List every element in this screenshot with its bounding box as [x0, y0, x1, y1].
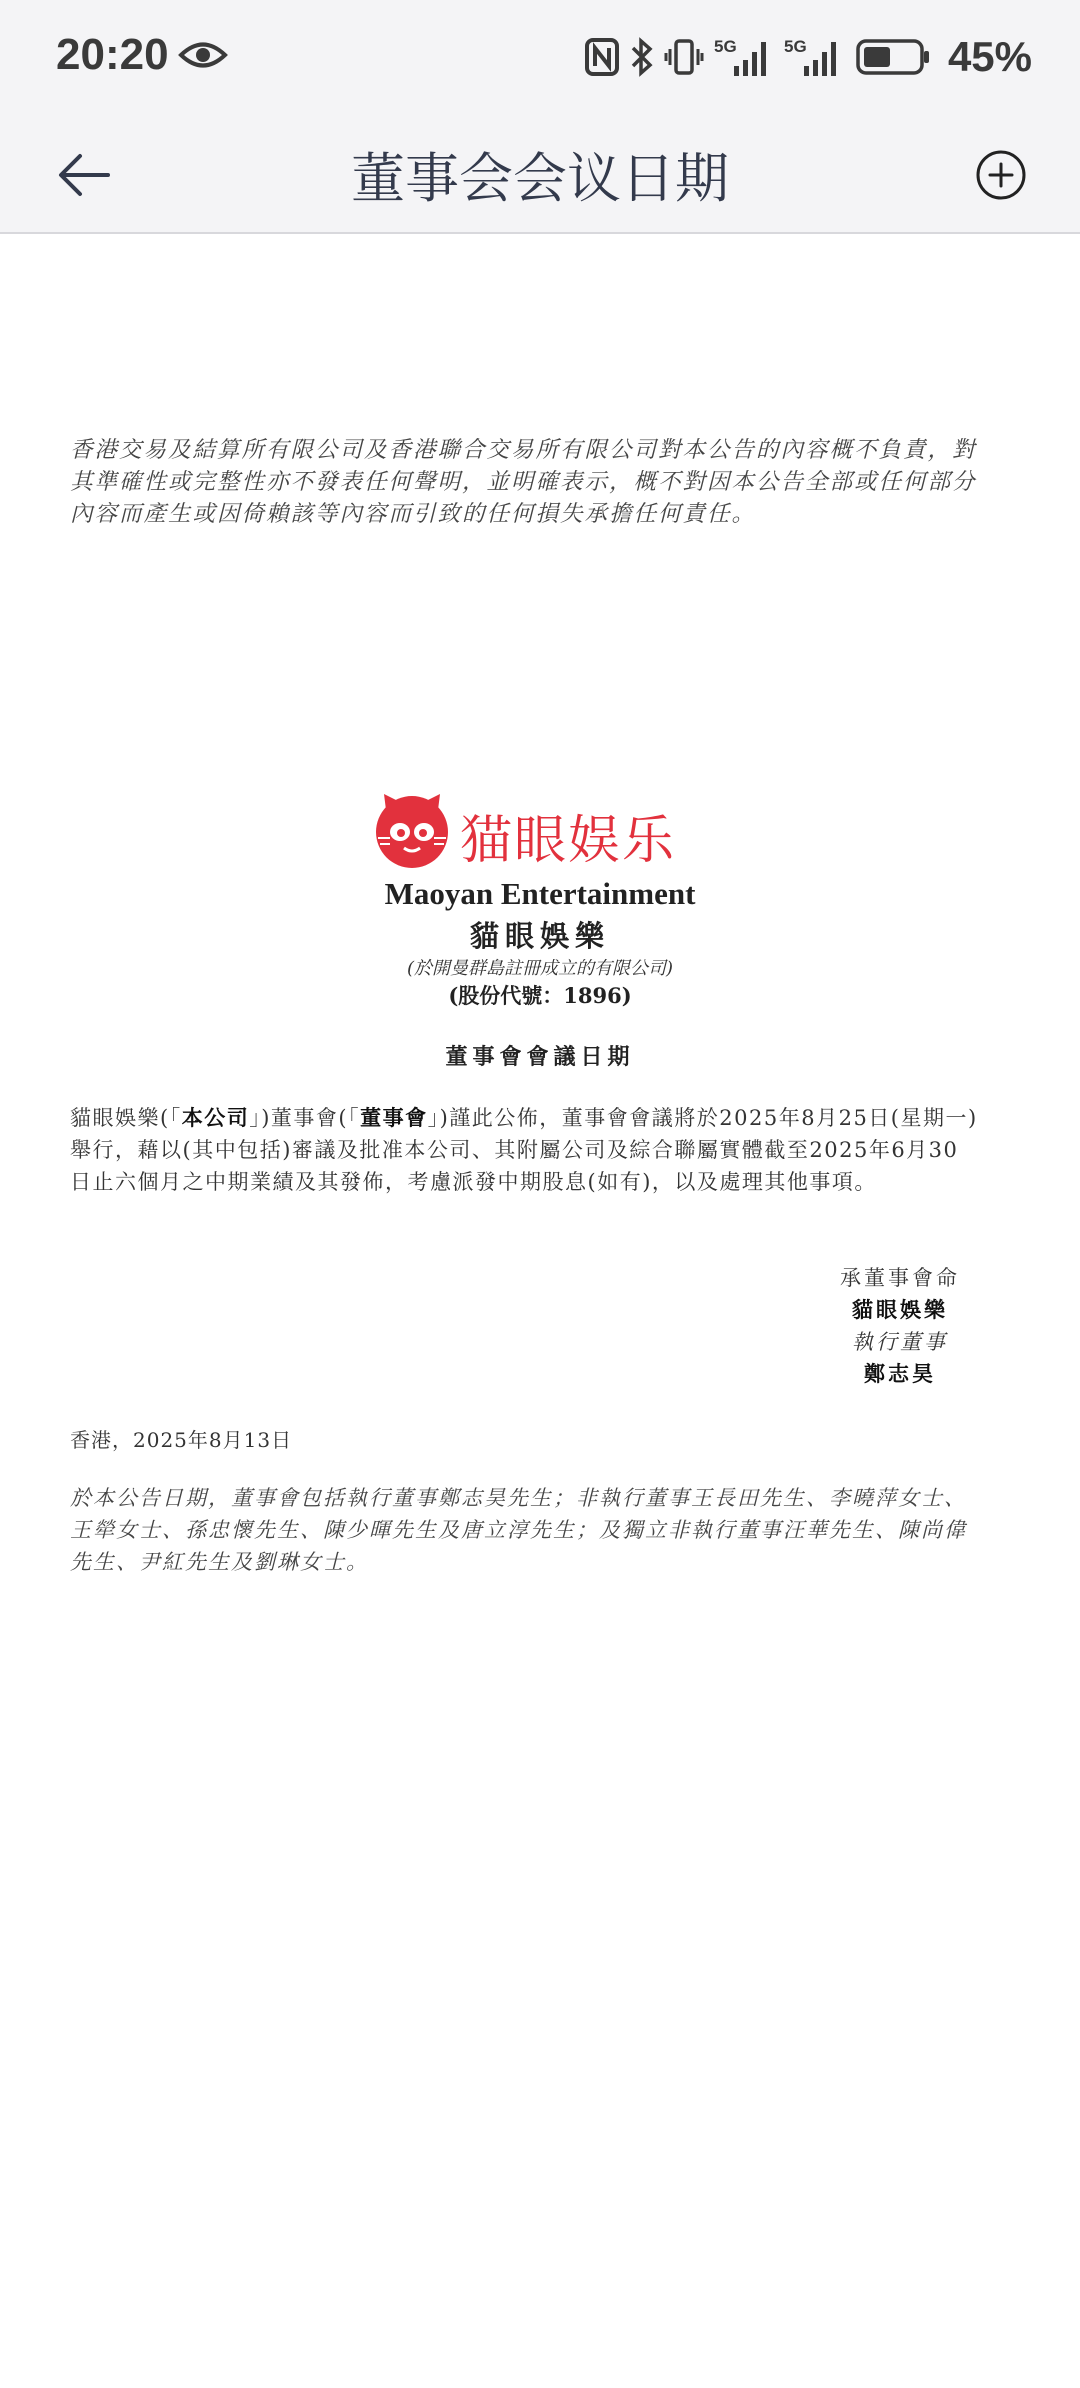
status-bar: [0, 0, 1080, 118]
signature-line: 承董事會命: [840, 1266, 960, 1290]
disclaimer-text: 香港交易及結算所有限公司及香港聯合交易所有限公司對本公告的內容概不負責，對其準確性或完整性亦不發表任何聲明，並明確表示，概不對因本公告全部或任何部分內容而產生或因倚賴該等內容而引致的任何損失承擔任何責任。: [70, 437, 977, 527]
bluetooth-icon: [630, 37, 654, 77]
status-icons: [584, 32, 1032, 82]
body-text: 」)董事會(「: [249, 1106, 361, 1130]
svg-text:5G: 5G: [713, 37, 737, 56]
signature-company: 貓眼娛樂: [852, 1297, 948, 1322]
company-logo: [370, 788, 680, 874]
body-bold-term: 本公司: [181, 1105, 250, 1130]
announcement-body: [70, 1102, 980, 1198]
eye-icon: [178, 38, 228, 72]
place-date: 香港，2025年8月13日: [70, 1428, 293, 1452]
status-time: 20:20: [56, 30, 169, 79]
signature-name: 鄭志昊: [864, 1361, 936, 1386]
battery-percent: 45%: [947, 33, 1032, 80]
5g-signal-icon: [784, 36, 846, 78]
page-title: 董事会会议日期: [351, 147, 729, 210]
document-heading: 董事會會議日期: [445, 1044, 635, 1070]
incorporation-note: (於開曼群島註冊成立的有限公司): [406, 958, 674, 979]
body-text: 貓眼娛樂(「: [70, 1106, 182, 1130]
directors-note: 於本公告日期，董事會包括執行董事鄭志昊先生；非執行董事王長田先生、李曉萍女士、王犖女士、孫忠懷先生、陳少暉先生及唐立淳先生；及獨立非執行董事汪華先生、陳尚偉先生、尹紅先生及劉琳女士。: [70, 1486, 967, 1574]
svg-text:5G: 5G: [783, 37, 807, 56]
5g-signal-icon: [714, 36, 774, 78]
battery-icon: [856, 37, 932, 77]
signature-block: [780, 1262, 1020, 1390]
body-bold-term: 董事會: [360, 1105, 428, 1130]
signature-title: 執行董事: [852, 1330, 948, 1354]
body-text: 」)謹此公佈，董事會會議將於2025年8月25日(星期一)舉行，藉以(其中包括)審議及批准本公司、其附屬公司及綜合聯屬實體截至2025年6月30日止六個月之中期業績及其發佈，考慮派發中期股息(如有)，以及處理其他事項。: [70, 1106, 978, 1194]
app-bar: [0, 118, 1080, 234]
logo-wordmark: 猫眼娱乐: [460, 811, 677, 871]
nfc-icon: [584, 37, 620, 77]
company-name-en: Maoyan Entertainment: [384, 876, 696, 911]
plus-circle-icon[interactable]: [966, 140, 1036, 210]
cat-logo-icon: [370, 788, 454, 872]
vibrate-icon: [664, 37, 704, 77]
stock-code: (股份代號：1896): [448, 983, 632, 1008]
company-name-zh: 貓眼娛樂: [469, 919, 610, 953]
